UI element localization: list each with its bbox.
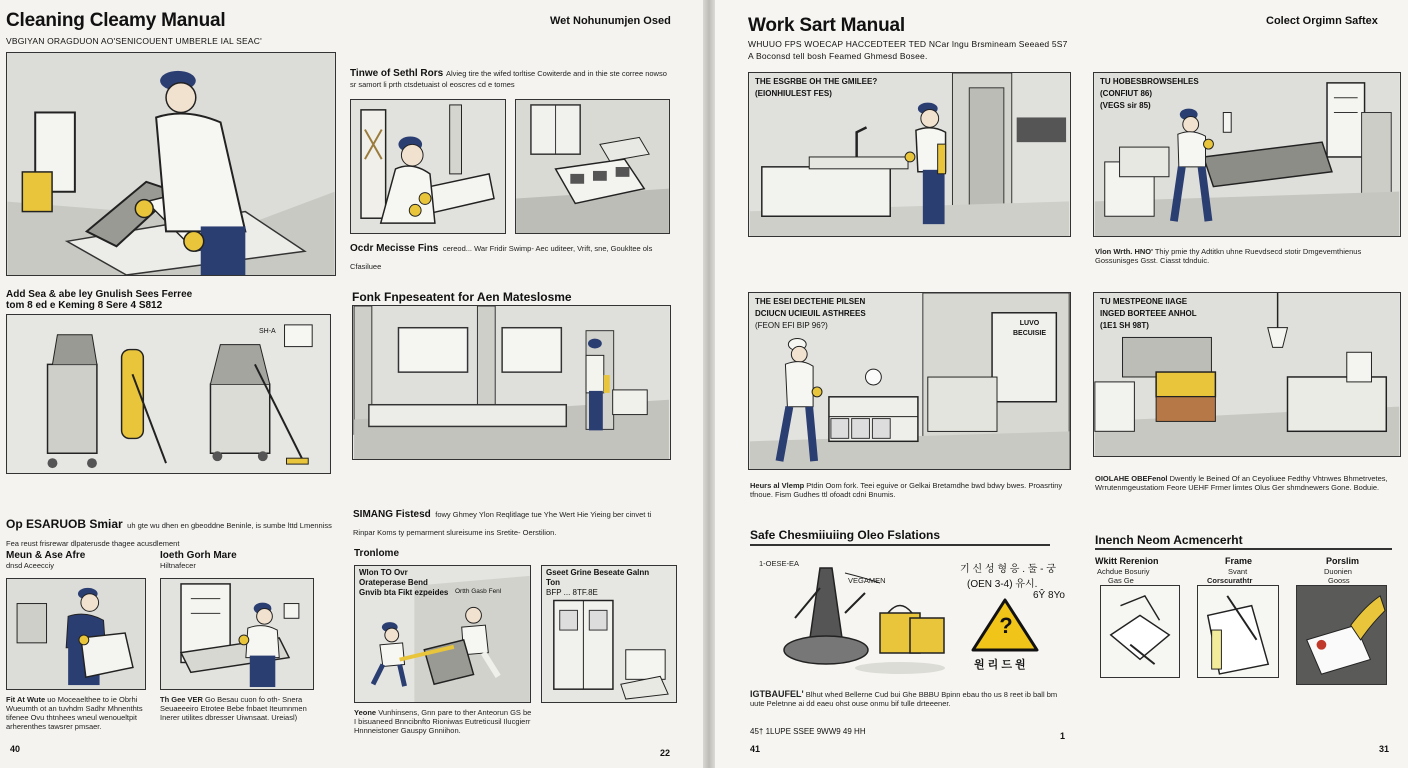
caption-l1-text: uo Moceaelthee to ie Obrhi Wueumth ot an tuvhdm Sadhr Mhnenthts tifenee Ovu thtnhees wneul wenoueltpit arherenthes tawsrer pmsaer. [6,695,143,731]
caption-l2-bold: Th Gee VER [160,695,203,704]
equip-col1-title: Wkitt Rerenion [1095,556,1159,566]
equip-col3-title: Porslim [1326,556,1360,566]
lower-center-heading: SIMANG Fistesd [353,509,431,520]
panel2-sub1: (CONFIUT 86) [1100,89,1152,98]
illustration-two-workers [354,565,531,703]
caption-l3-text: Vunhinsens, Gnn pare to ther Anteorun GS be I bisuaneed Bnncibnfto Rioniwas Eutreticusil Ilucgierr Hnnneistoner Gauspy Gnniihon. [354,708,532,735]
caption-l2 [160,695,314,722]
illustration-worker-masked [350,99,506,234]
panel3-sign: LUVO BECUISIE [1012,320,1047,337]
warning-text-3: 6Ŷ 8Yo [1033,590,1065,601]
illustration-washroom [352,305,671,460]
bottom-heading: IGTBAUFEL' [750,689,804,699]
korean-caption: 원 리 드 원 [974,659,1026,671]
page-number-40: 40 [10,744,21,754]
illustration-worker-lifting [6,578,146,690]
caption-r3 [1095,474,1395,492]
sub-col1-sub: dnsd Aceecciy [6,561,54,570]
page-number-22: 22 [660,748,671,758]
left-manual-page [0,0,703,768]
panel3-sub1: DCIUCN UCIEUIL ASTHREES [755,309,866,318]
equip-col2-sub1: Svant [1228,567,1248,576]
right-manual-page [715,0,1408,768]
right-header-label: Colect Orgimn Saftex [1266,15,1378,27]
book-spine-gutter [703,0,715,768]
safety-heading: Safe Chesmiiuiing Oleo Fslations [750,528,941,542]
lower-center-block [353,504,673,540]
bottom-reference: 45† 1LUPE SSEE 9WW9 49 HH [750,727,866,736]
panel4-title: TU MESTPEONE IIAGE [1100,297,1188,306]
caption-r2 [750,481,1070,499]
illustration-cabinet [541,565,677,703]
caption-l1-bold: Fit At Wute [6,695,46,704]
panel2-title: TU HOBESBROWSEHLES [1100,77,1199,86]
panel2-sub2: (VEGS sir 85) [1100,101,1151,110]
top-right-block [350,68,670,90]
page-number-1: 1 [1060,731,1066,741]
caption-l3-bold: Yeone [354,708,377,717]
box1-text: Wlon TO Ovr Orateperase Bend Gnvib bta Fikt ezpeides [359,568,449,597]
caption-r1 [1095,247,1395,265]
lower-left-text: uh gte wu dhen en gbeoddne Beninle, is sumbe lttd Lmenniss Fea reust frisrewar dlpaterusde thagee acusdlement [6,521,332,548]
panel-cart-supplies [748,292,1071,470]
panel-shelving-tanks [1093,292,1401,457]
worker-cleaning-drawing [7,53,335,275]
box2-sub: BFP ... 8TF.8E [546,588,598,597]
equip-col1-sub2: Gas Ge [1108,576,1134,585]
panel1-title: THE ESGRBE OH THE GMILEE? [755,77,878,86]
right-subtitle-2: A Boconsd tell bosh Feamed Ghmesd Bosee. [748,51,928,61]
sub-col2-heading: Ioeth Gorh Mare [160,550,237,561]
equip-illustration-1 [1100,585,1180,678]
diagram-label-right: VEGAMEN [848,576,886,585]
caption-r2-bold: Heurs al Vlemp [750,481,805,490]
safety-heading-rule [750,544,1050,546]
warning-symbol: ? [999,613,1013,638]
equipment-heading-rule [1095,548,1392,550]
sub-col2-sub: Hiltnafecer [160,561,196,570]
panel-label-a: SH-A [259,328,276,335]
page-number-41: 41 [750,744,761,754]
caption-r3-bold: OIOLAHE OBEFenol [1095,474,1168,483]
equip-illustration-3 [1296,585,1387,685]
center-mid-heading: Fonk Fnpeseatent for Aen Mateslosme [352,290,572,304]
lower-center-text: fowy Ghmey Ylon Reqlitlage tue Yhe Wert Hie Yieing ber cinvet ti Rinpar Koms ty pemarment slureisume ins Sretite- Oerstilion. [353,510,652,537]
illustration-kitchen-trays [515,99,670,234]
left-header-label: Wet Nohunumjen Osed [550,15,671,27]
caption-r3-text: Dwently le Beined Of an Ceyoliuee Fedthy Vhtnwes Bhmetrvetes, Wrrutenmgeustatiom Feore UEHF Frmer limtes Olus Ger shmdnewers Gone. Boduie. [1095,474,1388,492]
troubles-heading: Tronlome [354,548,400,559]
bottom-block [750,690,1070,708]
panel3-sub2: (FEON EFI BIP 96?) [755,321,828,330]
illustration-cleaning-carts [6,314,331,474]
left-mid-subheading: tom 8 ed e Keming 8 Sere 4 S812 [6,300,163,311]
equip-col2-title: Frame [1225,556,1253,566]
caption-mid [350,238,670,274]
bottom-text: Blhut whed Bellerne Cud bui Ghe BBBU Bpinn ebau tho us 8 reet ib ball bm uute Peletnne ai dd eaeu ohst ouse onmu bif tulle drteeener. [750,690,1058,708]
equip-col1-sub1: Achdue Bosuriy [1097,567,1150,576]
left-page-title: Cleaning Cleamy Manual [6,10,226,31]
caption-l3 [354,708,534,735]
equip-illustration-2 [1197,585,1279,678]
sub-col1-heading: Meun & Ase Afre [6,550,86,561]
caption-r1-bold: Vlon Wrth. HNO' [1095,247,1153,256]
box2-text: Gseet Grine Beseate Galnn Ton [546,568,650,587]
equipment-heading: Inench Neom Acmencerht [1095,533,1243,547]
caption-r2-text: Ptdin Oom fork. Teei eguive or Gelkai Bretamdhe bwd bdwy bwes. Proasrtiny tfnoue. Fism Gudhes ttl ofoadt cdni Bnumis. [750,481,1063,499]
box1-callout: Ortth Gasb Fenl [455,588,502,595]
panel-sink-cleaning [748,72,1071,237]
diagram-label-left: 1-OESE-EA [759,559,800,568]
top-right-title: Tinwe of Sethl Rors [350,68,444,79]
panel-workbench [1093,72,1401,237]
left-mid-heading: Add Sea & abe ley Gnulish Sees Ferree [6,289,193,300]
caption-l1 [6,695,146,731]
panel1-sub: (EIONHIULEST FES) [755,89,832,98]
right-subtitle-1: WHUUO FPS WOECAP HACCEDTEER TED NCar lngu Brsmineam Seeaed 5S7 [748,39,1068,49]
left-subtitle: VBGIYAN ORAGDUON AO'SENICOUENT UMBERLE IAL SEAC' [6,36,262,46]
warning-text-1: 기 신 성 형 응 . 둘 - 궁 [960,564,1056,575]
illustration-shelf-wiping [160,578,314,690]
top-right-text: Alvieg tire the wifed torltise Cowiterde and in thie ste corree nowso sr samort li prth ctsdetuaist ol eoscres cd e tomes [350,69,667,89]
lower-left-heading: Op ESARUOB Smiar [6,517,123,531]
equip-col2-sub2: Corscurathtr [1207,576,1253,585]
panel4-sub2: (1E1 SH 98T) [1100,321,1149,330]
warning-text-2: (OEN 3-4) 유시. [967,579,1038,590]
panel4-sub1: INGED BORTEEE ANHOL [1100,309,1197,318]
caption-mid-title: Ocdr Mecisse Fins [350,243,439,254]
panel3-title: THE ESEI DECTEHIE PILSEN [755,297,866,306]
page-number-31: 31 [1379,744,1390,754]
caption-l2-text: Go Besau cuon fo oth- Snera Seuaeeeiro Etrotee Bebe fnbaet Iteumnmen Inerer utilites dbresser Uiwnsaat. Ureiasl) [160,695,307,722]
right-page-title: Work Sart Manual [748,15,905,36]
caption-mid-text: cereod... War Fridir Swimp- Aec uditeer, Vrift, sne, Goukltee ols Cfasiluee [350,244,653,271]
illustration-worker-cleaning-machine [6,52,336,276]
lower-left-block [6,515,336,551]
equip-col3-sub2: Gooss [1328,576,1350,585]
caption-r1-text: Thiy pmie thy Adtitkn uhne Ruevdsecd stotir Dmgevemthienus Gossunisges Gsst. Ciasst tdnduic. [1095,247,1362,265]
equip-col3-sub1: Duonien [1324,567,1352,576]
